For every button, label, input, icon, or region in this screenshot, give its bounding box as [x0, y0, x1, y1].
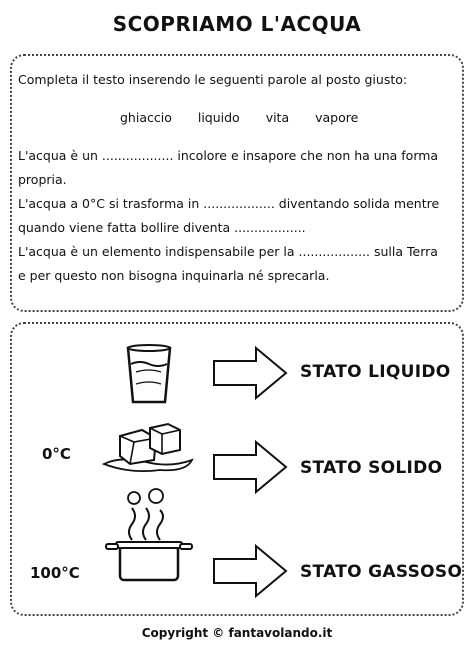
- arrow-icon: [212, 440, 288, 494]
- temperature-label-0: 0°C: [42, 445, 71, 463]
- copyright-footer: Copyright © fantavolando.it: [141, 626, 333, 640]
- state-label-gas: STATO GASSOSO: [300, 562, 463, 582]
- text-line-6: e per questo non bisogna inquinarla né sprecarla.: [18, 268, 330, 283]
- text-line-1: L'acqua è un .................. incolore e insapore che non ha una forma: [18, 148, 439, 163]
- instruction-text: Completa il testo inserendo le seguenti parole al posto giusto:: [18, 72, 408, 87]
- temperature-label-100: 100°C: [30, 564, 80, 582]
- state-label-solid: STATO SOLIDO: [300, 458, 443, 478]
- word-vapore: vapore: [315, 110, 359, 125]
- text-line-2: propria.: [18, 172, 67, 187]
- arrow-icon: [212, 346, 288, 400]
- boiling-pot-icon: [104, 488, 192, 584]
- text-line-3: L'acqua a 0°C si trasforma in .................. diventando solida mentre: [18, 196, 440, 211]
- word-liquido: liquido: [197, 110, 240, 125]
- word-vita: vita: [265, 110, 290, 125]
- ice-cubes-icon: [100, 420, 196, 474]
- word-ghiaccio: ghiaccio: [120, 110, 172, 125]
- word-bank: [120, 110, 376, 125]
- state-label-liquid: STATO LIQUIDO: [300, 362, 451, 382]
- water-glass-icon: [124, 344, 174, 406]
- text-line-4: quando viene fatta bollire diventa ..................: [18, 220, 306, 235]
- arrow-icon: [212, 544, 288, 598]
- page-title: SCOPRIAMO L'ACQUA: [112, 12, 362, 36]
- text-line-5: L'acqua è un elemento indispensabile per la .................. sulla Terra: [18, 244, 438, 259]
